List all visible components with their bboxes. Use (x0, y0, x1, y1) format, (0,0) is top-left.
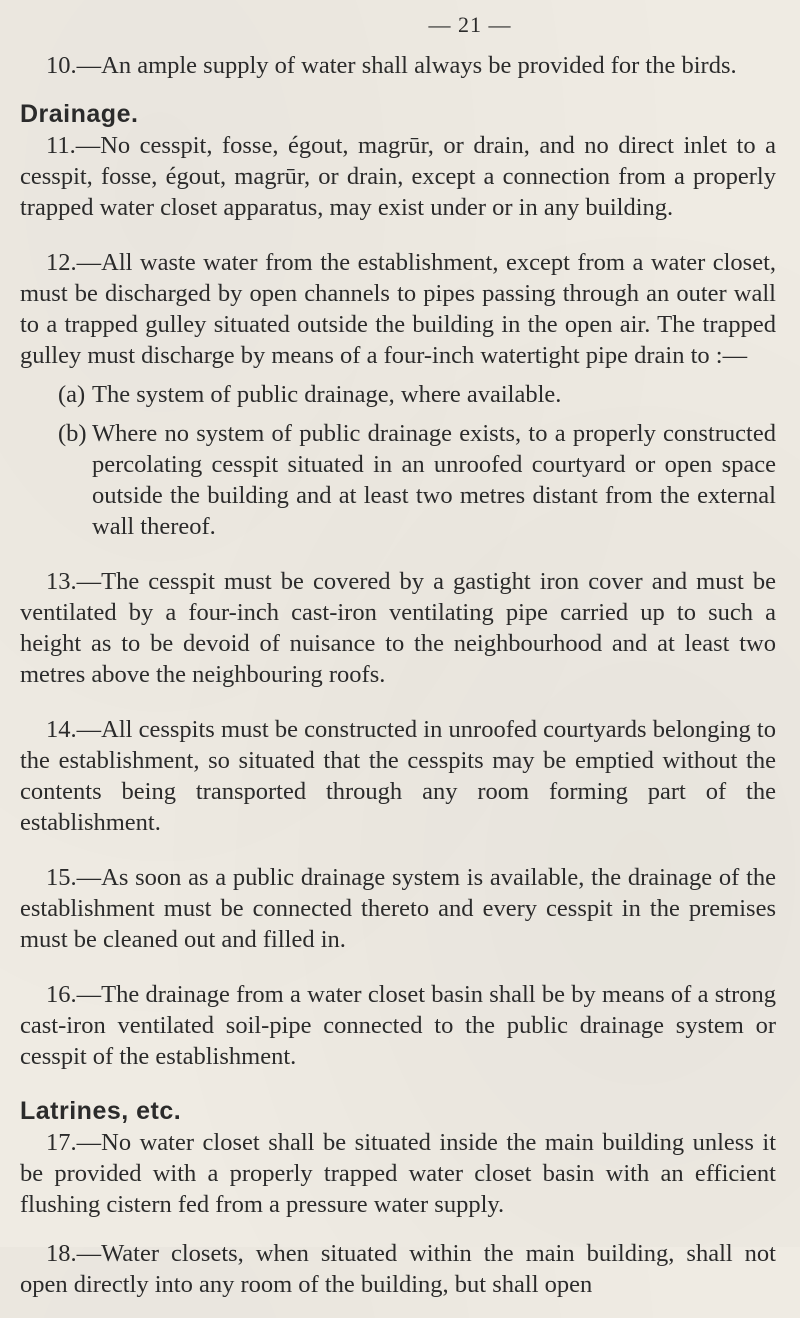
subclause-text: The system of public drainage, where available. (92, 381, 562, 408)
subclause-text: Where no system of public drainage exists, to a properly constructed percolating cesspit situated in an unroofed courtyard or open space outside the building and at least two metres distant from the external wall thereof. (92, 420, 776, 540)
subclause-12a (20, 379, 776, 410)
subclause-12b (20, 418, 776, 542)
section-heading-drainage: Drainage. (20, 100, 139, 128)
section-heading-latrines: Latrines, etc. (20, 1097, 182, 1125)
paragraph-17: 17.—No water closet shall be situated inside the main building unless it be provided with a properly trapped water closet basin with an efficient flushing cistern fed from a pressure water supply. (20, 1129, 776, 1218)
paragraph-13: 13.—The cesspit must be covered by a gastight iron cover and must be ventilated by a four-inch cast-iron ventilating pipe carried up to such a height as to be devoid of nuisance to the neighbourhood and at least two metres above the neighbouring roofs. (20, 568, 776, 688)
paragraph-12: 12.—All waste water from the establishment, except from a water closet, must be discharged by open channels to pipes passing through an outer wall to a trapped gulley situated outside the building in the open air. The trapped gulley must discharge by means of a four-inch watertight pipe drain to :— (20, 249, 776, 369)
paragraph-10: 10.—An ample supply of water shall always be provided for the birds. (46, 52, 737, 79)
paragraph-15: 15.—As soon as a public drainage system is available, the drainage of the establishment must be connected thereto and every cesspit in the premises must be cleaned out and filled in. (20, 864, 776, 953)
page-number: — 21 — (428, 12, 512, 37)
paragraph-18: 18.—Water closets, when situated within the main building, shall not open directly into any room of the building, but shall open (20, 1240, 776, 1298)
subclause-label: (b) (58, 420, 87, 447)
document-body (20, 50, 776, 1318)
paragraph-14: 14.—All cesspits must be constructed in unroofed courtyards belonging to the establishment, so situated that the cesspits may be emptied without the contents being transported through any room forming part of the establishment. (20, 716, 776, 836)
paragraph-11: 11.—No cesspit, fosse, égout, magrūr, or drain, and no direct inlet to a cesspit, fosse, égout, magrūr, or drain, except a connection from a properly trapped water closet apparatus, may exist under or in any building. (20, 132, 776, 221)
paragraph-16: 16.—The drainage from a water closet basin shall be by means of a strong cast-iron ventilated soil-pipe connected to the public drainage system or cesspit of the establishment. (20, 981, 776, 1070)
subclause-label: (a) (58, 381, 86, 408)
